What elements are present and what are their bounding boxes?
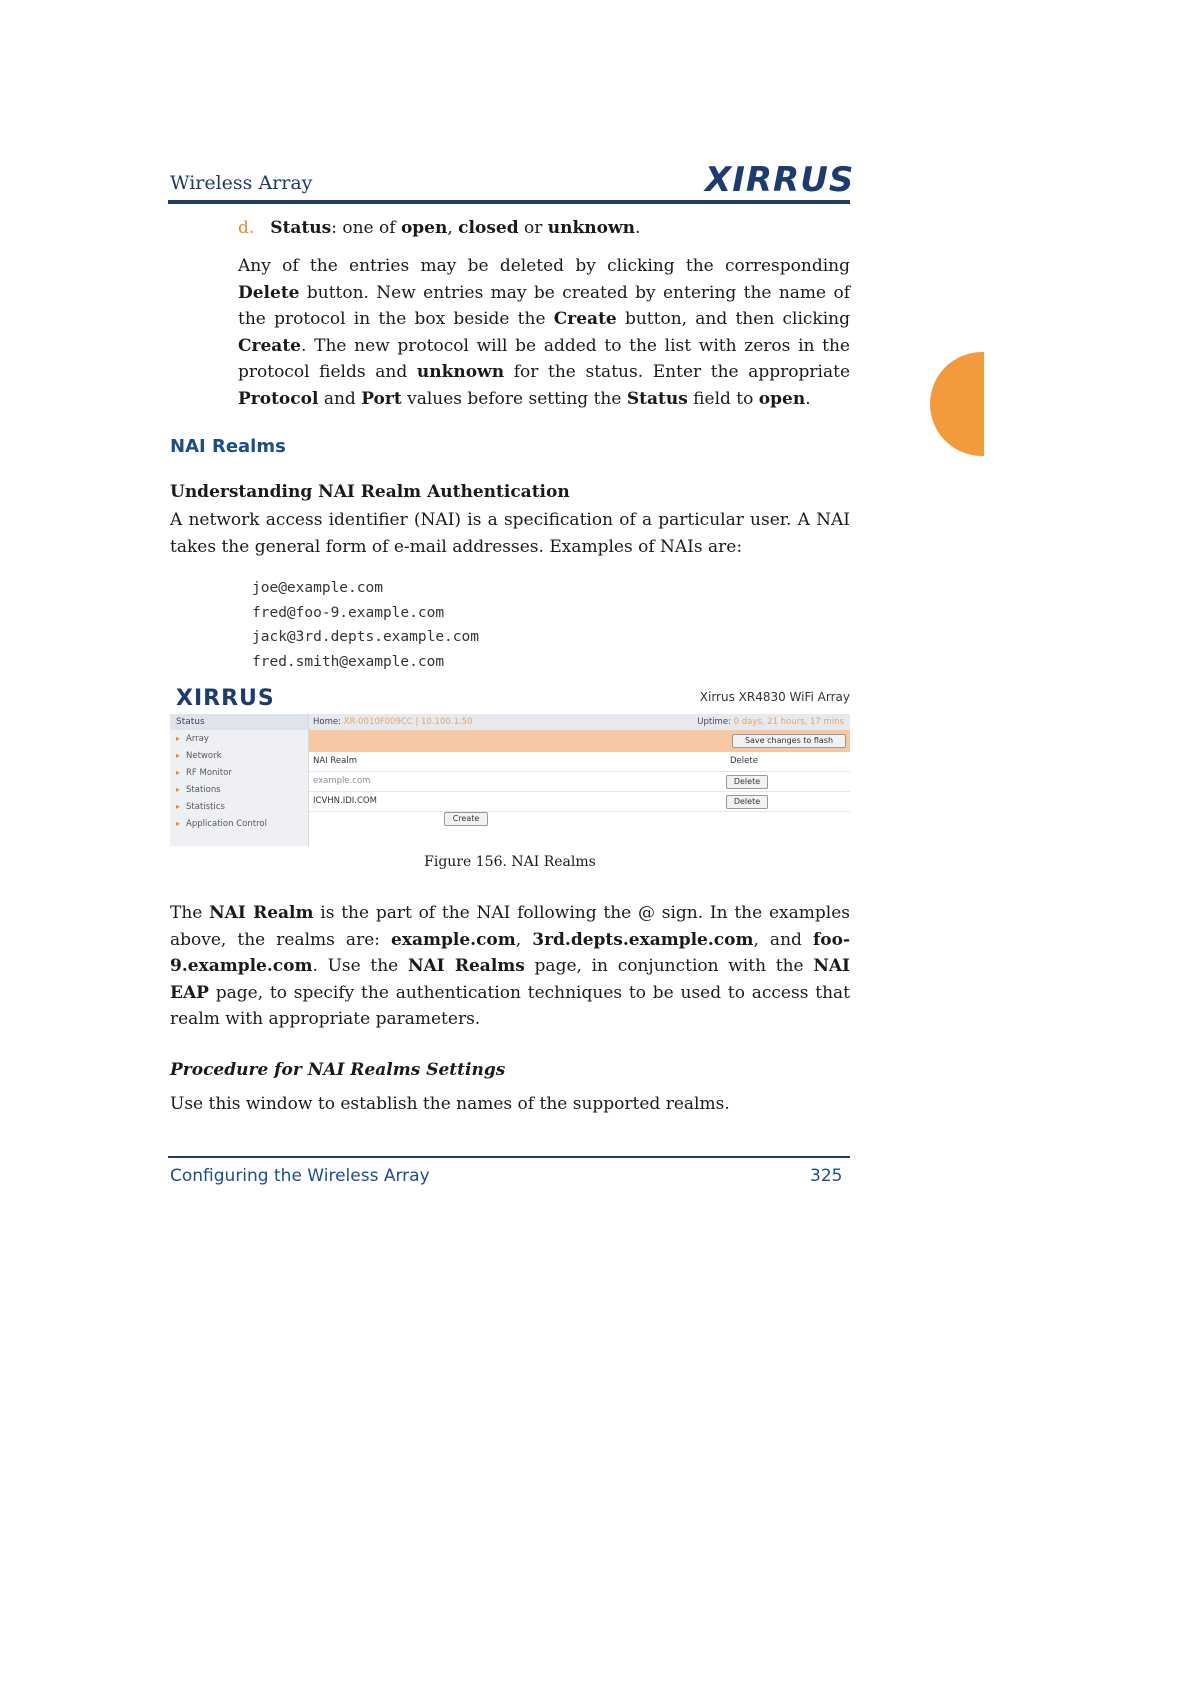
home-value: XR-0010F009CC | 10.100.1.50: [343, 717, 473, 727]
step-or: or: [518, 218, 548, 238]
create-row: [309, 812, 850, 828]
nai-realm-paragraph: [170, 900, 850, 1033]
nai-example: jack@3rd.depts.example.com: [252, 629, 479, 645]
text: ,: [515, 929, 533, 950]
uptime-value: 0 days, 21 hours, 17 mins: [733, 717, 844, 727]
bold-nai-eap: NAI EAP: [170, 956, 850, 1003]
delete-button[interactable]: Delete: [726, 795, 768, 809]
step-label: Status: [270, 218, 332, 238]
text: values before setting the: [401, 388, 627, 409]
step-unknown: unknown: [547, 218, 635, 238]
text: .: [805, 388, 811, 409]
text: . The new protocol will be added to the list with zeros in the protocol fields and: [238, 335, 850, 382]
nai-example: joe@example.com: [252, 580, 383, 596]
bold-unknown: unknown: [416, 362, 505, 382]
bold-realm: example.com: [391, 929, 516, 950]
bold-open: open: [758, 388, 806, 409]
running-header-title: Wireless Array: [170, 172, 313, 194]
text: field to: [687, 388, 759, 409]
bold-nai-realm: NAI Realm: [209, 903, 314, 923]
screenshot-main: [309, 714, 850, 846]
text: and: [318, 388, 362, 409]
chapter-tab-marker: [930, 352, 984, 456]
realm-name: example.com: [313, 776, 371, 786]
sidebar-item-stations[interactable]: ▸ Stations: [170, 781, 308, 798]
home-label: Home:: [313, 717, 341, 727]
procedure-paragraph: Use this window to establish the names of the supported realms.: [170, 1094, 730, 1114]
step-sep: ,: [447, 218, 459, 238]
step-d: [238, 218, 640, 238]
status-uptime: [697, 714, 844, 730]
screenshot-sidebar: [170, 714, 309, 846]
bold-realm: 3rd.depts.example.com: [532, 929, 754, 950]
step-closed: closed: [458, 218, 519, 238]
bold-create: Create: [238, 335, 301, 356]
delete-button[interactable]: Delete: [726, 775, 768, 789]
bold-create: Create: [553, 309, 617, 329]
subheading-procedure: Procedure for NAI Realms Settings: [170, 1060, 506, 1080]
step-text: : one of: [331, 218, 401, 238]
sidebar-item-application-control[interactable]: ▸ Application Control: [170, 815, 308, 832]
nai-realms-screenshot: [170, 684, 850, 846]
bold-status: Status: [626, 388, 688, 409]
sidebar-item-network[interactable]: ▸ Network: [170, 747, 308, 764]
text: page, in conjunction with the: [524, 956, 814, 976]
text: The: [170, 903, 210, 923]
text: , and: [753, 929, 813, 950]
uptime-label: Uptime:: [697, 717, 731, 727]
product-name: Xirrus XR4830 WiFi Array: [699, 690, 850, 704]
step-end: .: [634, 218, 641, 238]
sidebar-item-array[interactable]: ▸ Array: [170, 730, 308, 747]
col-delete: Delete: [730, 756, 758, 766]
xirrus-logo: XIRRUS: [705, 160, 855, 200]
sidebar-item-statistics[interactable]: ▸ Statistics: [170, 798, 308, 815]
bold-protocol: Protocol: [238, 388, 319, 409]
subheading-understanding: Understanding NAI Realm Authentication: [170, 482, 570, 502]
create-button[interactable]: Create: [444, 812, 488, 826]
table-header: [309, 752, 850, 772]
text: button, and then clicking: [616, 309, 850, 329]
save-to-flash-button[interactable]: Save changes to flash: [732, 734, 846, 748]
text: . Use the: [312, 956, 408, 976]
realm-name: ICVHN.IDI.COM: [313, 796, 377, 806]
section-title: NAI Realms: [170, 436, 286, 457]
table-row: [309, 772, 850, 792]
bold-nai-realms: NAI Realms: [407, 956, 525, 976]
bold-port: Port: [361, 388, 402, 409]
text: is the part of the NAI following the @ sign. In the examples above, the realms are:: [170, 903, 850, 950]
nai-definition-paragraph: A network access identifier (NAI) is a specification of a particular user. A NAI takes the general form of e-mail addresses. Examples of NAIs are:: [170, 510, 850, 557]
text: for the status. Enter the appropriate: [504, 362, 850, 382]
header-divider: [168, 200, 850, 204]
footer-chapter: Configuring the Wireless Array: [170, 1166, 430, 1186]
step-open: open: [400, 218, 448, 238]
text: button. New entries may be created by entering the name of the protocol in the box beside the: [238, 282, 850, 329]
col-nai-realm: NAI Realm: [313, 756, 357, 766]
delete-create-paragraph: [238, 253, 850, 412]
nai-example: fred.smith@example.com: [252, 653, 445, 670]
screenshot-logo: XIRRUS: [176, 686, 275, 711]
footer-divider: [168, 1156, 850, 1158]
sidebar-header[interactable]: Status: [170, 714, 308, 730]
nai-examples: [252, 576, 479, 674]
sidebar-item-rf-monitor[interactable]: ▸ RF Monitor: [170, 764, 308, 781]
table-row: [309, 792, 850, 812]
nai-example: fred@foo-9.example.com: [252, 604, 445, 621]
bold-delete: Delete: [238, 282, 300, 303]
text: page, to specify the authentication techniques to be used to access that realm with appropriate parameters.: [170, 982, 850, 1029]
status-home: [313, 714, 472, 730]
page-number: 325: [810, 1166, 843, 1186]
figure-caption: Figure 156. NAI Realms: [424, 854, 596, 870]
text: Any of the entries may be deleted by clicking the corresponding: [238, 256, 850, 276]
toolbar-band: [309, 730, 850, 752]
bold-realm: foo-9.example.com: [170, 929, 850, 976]
step-letter: d.: [238, 218, 255, 238]
status-bar: [309, 714, 850, 730]
